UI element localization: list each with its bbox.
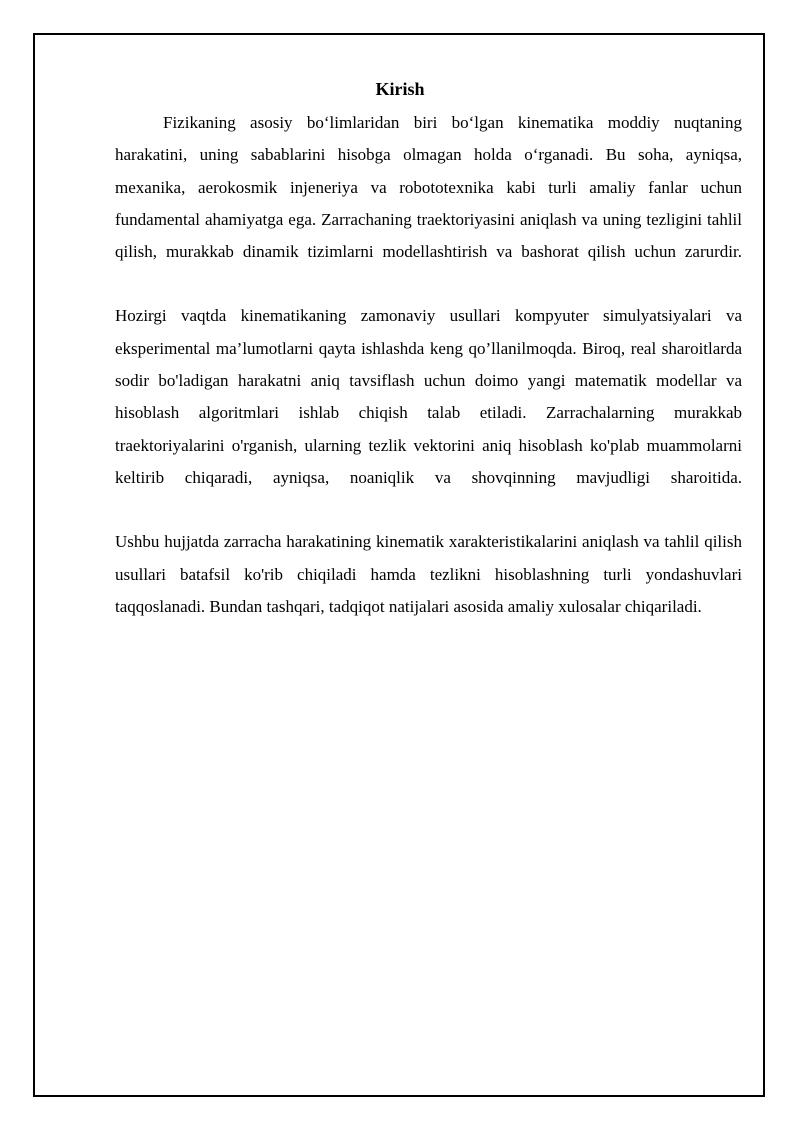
paragraph-modern-methods: Hozirgi vaqtda kinematikaning zamonaviy usullari kompyuter simulyatsiyalari va eksperimental ma’lumotlarni qayta ishlashda keng qo’llanilmoqda. Biroq, real sharoitlarda sodir bo'ladigan harakatni aniq tavsiflash uchun doimo yangi matematik modellar va hisoblash algoritmlari ishlab chiqish talab etiladi. Zarrachalarning murakkab traektoriyalarini o'rganish, ularning tezlik vektorini aniq hisoblash ko'plab muammolarni keltirib chiqaradi, ayniqsa, noaniqlik va shovqinning mavjudligi sharoitida.: [115, 306, 742, 487]
paragraph-intro: Fizikaning asosiy bo‘limlaridan biri bo‘lgan kinematika moddiy nuqtaning harakatini, uning sabablarini hisobga olmagan holda o‘rganadi. Bu soha, ayniqsa, mexanika, aerokosmik injeneriya va robototexnika kabi turli amaliy fanlar uchun fundamental ahamiyatga ega. Zarrachaning traektoriyasini aniqlash va uning tezligini tahlil qilish, murakkab dinamik tizimlarni modellashtirish va bashorat qilish uchun zarurdir.: [115, 113, 742, 262]
page-title: Kirish: [375, 79, 425, 99]
document-body: [115, 107, 742, 623]
paragraph-scope: Ushbu hujjatda zarracha harakatining kinematik xarakteristikalarini aniqlash va tahlil qilish usullari batafsil ko'rib chiqiladi hamda tezlikni hisoblashning turli yondashuvlari taqqoslanadi. Bundan tashqari, tadqiqot natijalari asosida amaliy xulosalar chiqariladi.: [115, 532, 742, 616]
